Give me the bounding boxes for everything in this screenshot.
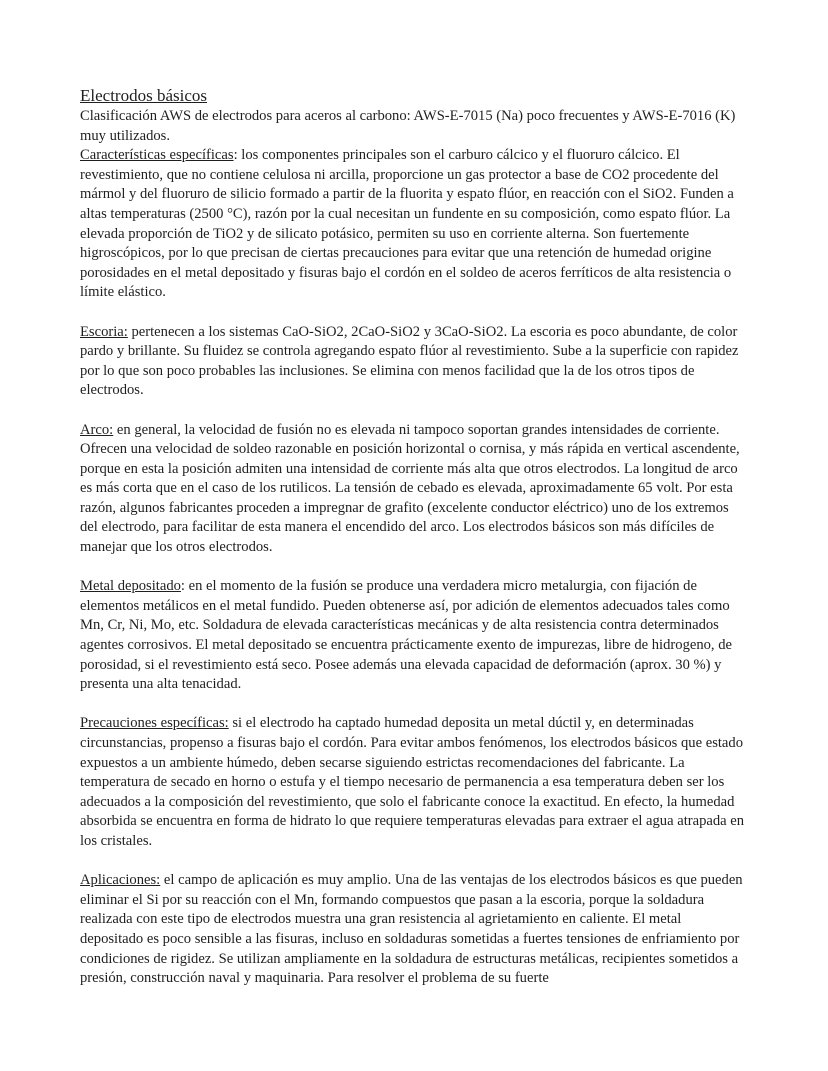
- document-page: [80, 85, 748, 989]
- section-escoria: [80, 323, 748, 401]
- section-caracteristicas: [80, 146, 748, 303]
- section-aplicaciones: [80, 871, 748, 989]
- section-body: los componentes principales son el carburo cálcico y el fluoruro cálcico. El revestimiento, que no contiene celulosa ni arcilla, proporcione un gas protector a base de CO2 procedente del mármol y del fluoruro de silicio formado a partir de la fluorita y espato flúor, en reacción con el SiO2. Funden a altas temperaturas (2500 °C), razón por la cual necesitan un fundente en su composición, como espato flúor. La elevada proporción de TiO2 y de silicato potásico, permiten su uso en corriente alterna. Son fuertemente higroscópicos, por lo que precisan de ciertas precauciones para evitar que una retención de humedad origine porosidades en el metal depositado y fisuras bajo el cordón en el soldeo de aceros ferríticos de alta resistencia o límite elástico.: [80, 147, 734, 301]
- section-arco: [80, 421, 748, 558]
- document-title: Electrodos básicos: [80, 86, 207, 105]
- section-heading: Aplicaciones:: [80, 872, 161, 889]
- section-separator: :: [233, 147, 242, 164]
- section-heading: Escoria:: [80, 323, 128, 340]
- section-body: el campo de aplicación es muy amplio. Una de las ventajas de los electrodos básicos es que pueden eliminar el Si por su reacción con el Mn, formando compuestos que pasan a la escoria, porque la soldadura realizada con este tipo de electrodos muestra una gran resistencia al agrietamiento en caliente. El metal depositado es poco sensible a las fisuras, incluso en soldaduras sometidas a fuertes tensiones de enfriamiento por condiciones de rigidez. Se utilizan ampliamente en la soldadura de estructuras metálicas, recipientes sometidos a presión, construcción naval y maquinaria. Para resolver el problema de su fuerte: [80, 872, 743, 987]
- section-metal-depositado: [80, 577, 748, 695]
- section-body: pertenecen a los sistemas CaO-SiO2, 2CaO-SiO2 y 3CaO-SiO2. La escoria es poco abundante, de color pardo y brillante. Su fluidez se controla agregando espato flúor al revestimiento. Sube a la superficie con rapidez por lo que son poco probables las inclusiones. Se elimina con menos facilidad que la de los otros tipos de electrodos.: [80, 323, 739, 399]
- section-separator: :: [180, 578, 189, 595]
- section-heading: Metal depositado: [80, 578, 181, 595]
- section-body: en el momento de la fusión se produce una verdadera micro metalurgia, con fijación de elementos metálicos en el metal fundido. Pueden obtenerse así, por adición de elementos adecuados tales como Mn, Cr, Ni, Mo, etc. Soldadura de elevada características mecánicas y de alta resistencia contra determinados agentes corrosivos. El metal depositado se encuentra prácticamente exento de impurezas, libre de hidrogeno, de porosidad, si el revestimiento está seco. Posee además una elevada capacidad de deformación (aprox. 30 %) y presenta una alta tenacidad.: [80, 578, 733, 693]
- section-body: si el electrodo ha captado humedad deposita un metal dúctil y, en determinadas circunstancias, propenso a fisuras bajo el cordón. Para evitar ambos fenómenos, los electrodos básicos que estado expuestos a un ambiente húmedo, deben secarse siguiendo estrictas recomendaciones del fabricante. La temperatura de secado en horno o estufa y el tiempo necesario de permanencia a esa temperatura deben ser los adecuados a la composición del revestimiento, que solo el fabricante conoce la exactitud. En efecto, la humedad absorbida se encuentra en forma de hidrato lo que requiere temperaturas elevadas para extraer el agua atrapada en los cristales.: [80, 715, 745, 849]
- section-heading: Características específicas: [80, 147, 234, 164]
- section-precauciones: [80, 714, 748, 851]
- intro-paragraph: Clasificación AWS de electrodos para aceros al carbono: AWS-E-7015 (Na) poco frecuentes y AWS-E-7016 (K) muy utilizados.: [80, 108, 736, 144]
- section-heading: Arco:: [80, 421, 114, 438]
- section-heading: Precauciones específicas:: [80, 715, 229, 732]
- section-body: en general, la velocidad de fusión no es elevada ni tampoco soportan grandes intensidades de corriente. Ofrecen una velocidad de soldeo razonable en posición horizontal o cornisa, y más rápida en vertical ascendente, porque en esta la posición admiten una intensidad de corriente más alta que otros electrodos. La longitud de arco es más corta que en el caso de los rutilicos. La tensión de cebado es elevada, aproximadamente 65 volt. Por esta razón, algunos fabricantes proceden a impregnar de grafito (excelente conductor eléctrico) uno de los extremos del electrodo, para facilitar de esta manera el encendido del arco. Los electrodos básicos son más difíciles de manejar que los otros electrodos.: [80, 421, 740, 556]
